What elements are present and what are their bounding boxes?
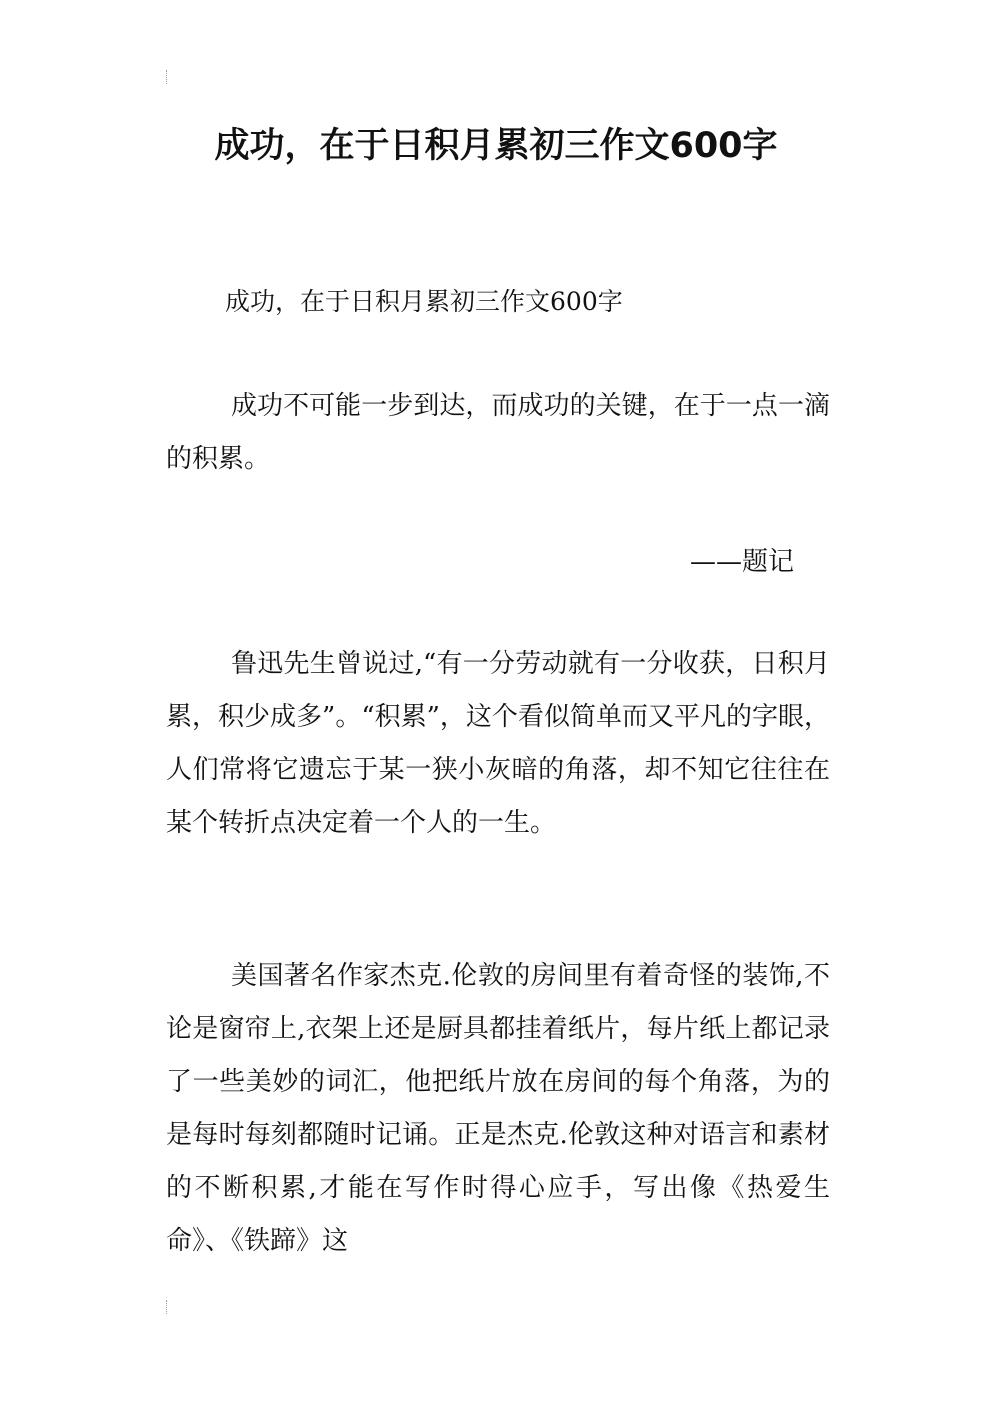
paragraph: 鲁迅先生曾说过,“有一分劳动就有一分收获，日积月累，积少成多”。“积累”，这个看似简单而又平凡的字眼，人们常将它遗忘于某一狭小灰暗的角落，却不知它往往在某个转折点决定着一个人的一生。 — [166, 649, 830, 838]
epigraph-signature: ——题记 — [690, 547, 795, 577]
epigraph: 成功不可能一步到达，而成功的关键，在于一点一滴的积累。 — [166, 391, 830, 474]
page-corner-mark-top — [166, 70, 168, 84]
paragraph: 美国著名作家杰克.伦敦的房间里有着奇怪的装饰,不论是窗帘上,衣架上还是厨具都挂着纸片，每片纸上都记录了一些美妙的词汇，他把纸片放在房间的每个角落，为的是每时每刻都随时记诵。正是杰克.伦敦这种对语言和素材的不断积累,才能在写作时得心应手，写出像《热爱生命》、《铁蹄》这 — [166, 961, 830, 1256]
document-title: 成功，在于日积月累初三作文600字 — [214, 126, 778, 166]
page-corner-mark-bottom — [166, 1300, 168, 1314]
document-subtitle: 成功，在于日积月累初三作文600字 — [225, 287, 623, 316]
